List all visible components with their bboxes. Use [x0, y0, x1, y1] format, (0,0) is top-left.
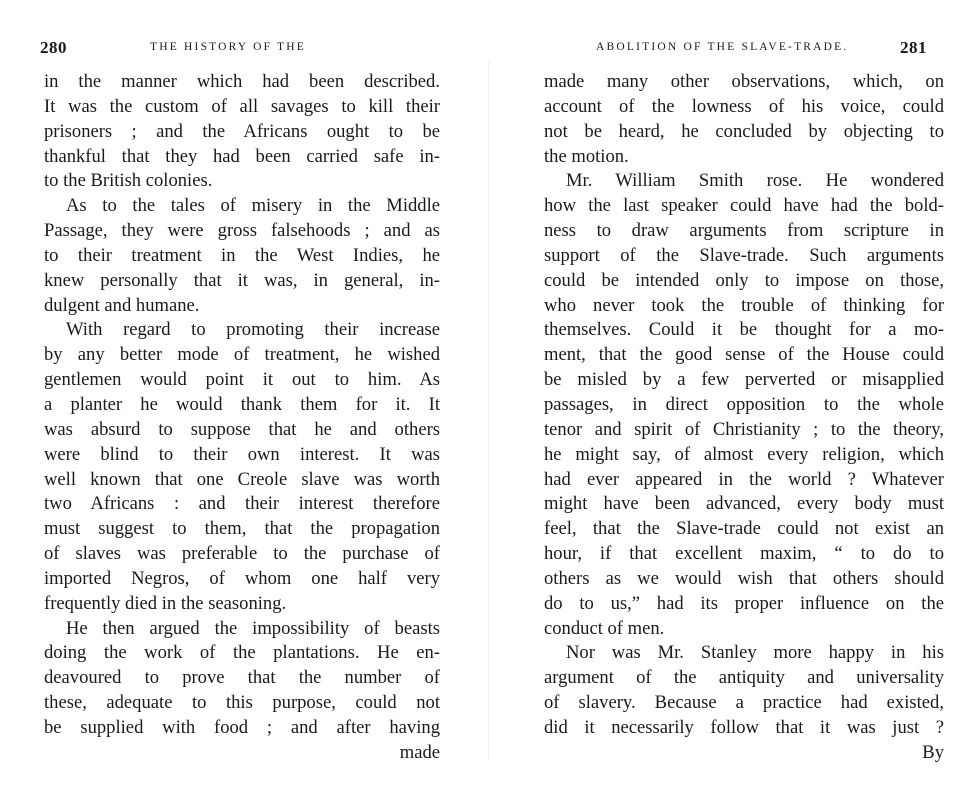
text-line: imported Negros, of whom one half very: [44, 567, 440, 589]
right-page-header: [508, 38, 958, 60]
text-line: themselves. Could it be thought for a mo-: [544, 319, 944, 341]
text-line: feel, that the Slave-trade could not exist an: [544, 518, 944, 540]
text-line: others as we would wish that others should: [544, 567, 944, 589]
left-page: [0, 0, 450, 808]
paragraph-start-line: He then argued the impossibility of beasts: [66, 617, 440, 639]
text-line: he might say, of almost every religion, which: [544, 443, 944, 465]
text-line: were blind to their own interest. It was: [44, 443, 440, 465]
text-line: knew personally that it was, in general, in-: [44, 269, 440, 291]
text-line: two Africans : and their interest therefore: [44, 493, 440, 515]
text-line: how the last speaker could have had the bold-: [544, 195, 944, 217]
text-line: of slaves was preferable to the purchase of: [44, 543, 440, 565]
text-line: dulgent and humane.: [44, 294, 200, 316]
text-line: Passage, they were gross falsehoods ; and as: [44, 220, 440, 242]
text-line: did it necessarily follow that it was just ?: [544, 716, 944, 738]
text-line: account of the lowness of his voice, could: [544, 95, 944, 117]
paragraph-start-line: Nor was Mr. Stanley more happy in his: [566, 642, 944, 664]
text-line: doing the work of the plantations. He en-: [44, 642, 440, 664]
text-line: ness to draw arguments from scripture in: [544, 220, 944, 242]
gutter-divider: [488, 60, 489, 760]
text-line: gentlemen would point it out to him. As: [44, 369, 440, 391]
right-page-number: 281: [900, 38, 927, 57]
text-line: ment, that the good sense of the House could: [544, 344, 944, 366]
left-page-number: 280: [40, 38, 67, 57]
text-line: might have been advanced, every body must: [544, 493, 944, 515]
text-line: not be heard, he concluded by objecting to: [544, 120, 944, 142]
text-line: deavoured to prove that the number of: [44, 667, 440, 689]
text-line: frequently died in the seasoning.: [44, 592, 287, 614]
text-line: argument of the antiquity and universality: [544, 667, 944, 689]
text-line: to the British colonies.: [44, 170, 213, 192]
text-line: the motion.: [544, 145, 629, 167]
left-page-text: [44, 70, 440, 766]
catchword: By: [922, 741, 944, 763]
left-page-header: [0, 38, 450, 60]
text-line: conduct of men.: [544, 617, 665, 639]
text-line: do to us,” had its proper influence on the: [544, 592, 944, 614]
text-line: to their treatment in the West Indies, he: [44, 244, 440, 266]
right-page-text: [544, 70, 944, 766]
text-line: by any better mode of treatment, he wished: [44, 344, 440, 366]
text-line: these, adequate to this purpose, could not: [44, 692, 440, 714]
right-page: [508, 0, 958, 808]
text-line: in the manner which had been described.: [44, 71, 440, 92]
paragraph-start-line: As to the tales of misery in the Middle: [66, 195, 440, 217]
catchword: made: [399, 741, 440, 763]
text-line: of slavery. Because a practice had existed,: [544, 692, 944, 714]
text-line: had ever appeared in the world ? Whatever: [544, 468, 944, 490]
text-line: well known that one Creole slave was worth: [44, 468, 440, 490]
text-line: could be intended only to impose on those,: [544, 269, 944, 291]
text-line: who never took the trouble of thinking for: [544, 294, 944, 316]
text-line: be supplied with food ; and after having: [44, 716, 440, 738]
text-line: be misled by a few perverted or misapplied: [544, 369, 944, 391]
text-line: It was the custom of all savages to kill their: [44, 95, 440, 117]
paragraph-start-line: Mr. William Smith rose. He wondered: [566, 170, 944, 192]
text-line: passages, in direct opposition to the whole: [544, 393, 944, 415]
text-line: thankful that they had been carried safe in-: [44, 145, 440, 167]
text-line: a planter he would thank them for it. It: [44, 393, 440, 415]
text-line: must suggest to them, that the propagation: [44, 518, 440, 540]
text-line: support of the Slave-trade. Such arguments: [544, 244, 944, 266]
left-running-head: THE HISTORY OF THE: [150, 41, 306, 53]
text-line: prisoners ; and the Africans ought to be: [44, 120, 440, 142]
paragraph-start-line: With regard to promoting their increase: [66, 319, 440, 341]
text-line: made many other observations, which, on: [544, 71, 944, 92]
text-line: was absurd to suppose that he and others: [44, 418, 440, 440]
text-line: tenor and spirit of Christianity ; to the theory,: [544, 418, 944, 440]
text-line: hour, if that excellent maxim, “ to do to: [544, 543, 944, 565]
right-running-head: ABOLITION OF THE SLAVE-TRADE.: [596, 41, 849, 53]
